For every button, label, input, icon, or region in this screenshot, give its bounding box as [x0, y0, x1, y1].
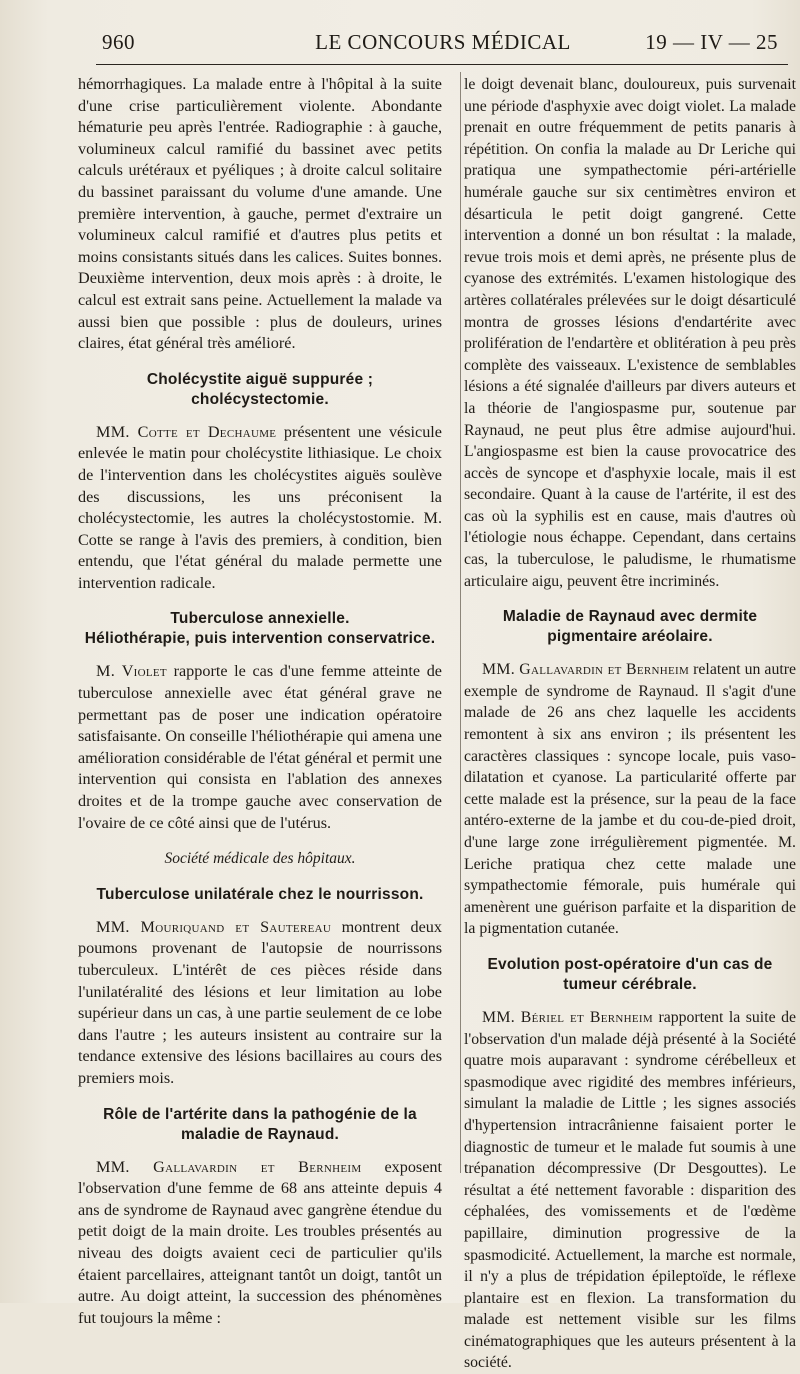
section-heading: Evolution post-opératoire d'un cas de tumeur cérébrale.	[487, 955, 773, 993]
column-divider	[460, 72, 461, 1173]
paragraph	[78, 917, 442, 1090]
authors: MM. Mouriquand et Sautereau	[96, 917, 332, 936]
paragraph-text: présentent une vésicule enlevée le matin pour cholécystite lithiasique. Le choix de l'intervention dans les cholécystites aiguës soulève des discussions, les uns préconisent la cholécystectomie, les autres la cholécystostomie. M. Cotte se range à l'avis des premiers, à condition, bien entendu, que l'état général du malade permette une intervention radicale.	[78, 422, 442, 592]
section-heading: Maladie de Raynaud avec dermite pigmentaire aréolaire.	[502, 608, 758, 646]
page-number: 960	[102, 30, 135, 54]
heading-line: Tuberculose annexielle.	[170, 610, 350, 628]
authors: MM. Bériel et Bernheim	[482, 1008, 653, 1026]
header-rule	[96, 64, 788, 65]
paragraph-text: montrent deux poumons provenant de l'autopsie de nourrissons tuberculeux. L'intérêt de ces pièces réside dans l'unilatéralité des lésions et leur limitation au lobe supérieur dans un cas, à une partie seulement de ce lobe dans l'autre ; les auteurs insistent au contraire sur la tendance extensive des lésions bacillaires au cours des premiers mois.	[78, 917, 442, 1087]
section-heading: Cholécystite aiguë suppurée ; cholécystectomie.	[146, 370, 374, 408]
paragraph: hémorrhagiques. La malade entre à l'hôpital à la suite d'une crise particulièrement violente. Abondante hématurie peu après l'entrée. Radiographie : à gauche, volumineux calcul ramifié du bassinet avec petits calculs urétéraux et pyéliques ; à droite calcul solitaire du bassinet paraissant du volume d'une amande. Une première intervention, à gauche, permet d'extraire un volumineux calcul ramifié et d'autres plus petits et moins consistants situés dans les calices. Suites bonnes. Deuxième intervention, deux mois après : à droite, le calcul est extrait sans peine. Actuellement la malade va aussi bien que possible : plus de douleurs, urines claires, état général très amélioré.	[78, 75, 442, 353]
authors: MM. Gallavardin et Bernheim	[482, 661, 690, 679]
left-column	[78, 74, 442, 1329]
paragraph	[78, 422, 442, 595]
right-column	[464, 74, 796, 1374]
paragraph	[464, 659, 796, 940]
heading-line: Héliothérapie, puis intervention conservatrice.	[84, 630, 436, 648]
paragraph-text: rapporte le cas d'une femme atteinte de tuberculose annexielle avec état général grave ne permettant pas de poser une indication opératoire satisfaisante. On conseille l'héliothérapie qui amena une amélioration considérable de l'état général et permit une intervention qui consista en l'ablation des annexes droites et de la trompe gauche avec conservation de l'ovaire de ce côté ainsi que de l'utérus.	[78, 662, 442, 832]
section-heading: Rôle de l'artérite dans la pathogénie de la maladie de Raynaud.	[103, 1105, 417, 1143]
page-header	[98, 30, 788, 58]
section-heading	[78, 609, 442, 649]
paragraph-text: rapportent la suite de l'observation d'un malade déjà présenté à la Société quatre mois auparavant : syndrome cérébelleux et spasmodique avec rigidité des membres inférieurs, simulant la maladie de Little ; les signes associés d'hypertension intracrânienne faisaient porter le diagnostic de tumeur et le malade fut soumis à une trépanation décompressive (Dr Desgouttes). Le résultat a été nettement favorable : disparition des céphalées, des vomissements et de l'œdème papillaire, diminution progressive de la spasmodicité. Actuellement, la marche est normale, il n'y a plus de trépidation épileptoïde, le réflexe plantaire est en flexion. La transformation du malade est nettement visible sur les films cinématographiques que les auteurs présentent à la société.	[464, 1008, 797, 1372]
authors: MM. Cotte et Dechaume	[96, 422, 277, 441]
section-heading: Tuberculose unilatérale chez le nourrisson.	[96, 885, 424, 903]
paragraph: le doigt devenait blanc, douloureux, puis survenait une période d'asphyxie avec doigt violet. La malade prenait en outre fréquemment de petits panaris à répétition. On confia la malade au Dr Leriche qui pratiqua une sympathectomie péri-artérielle humérale gauche sur six centimètres environ et désarticula le petit doigt gangrené. Cette intervention a donné un bon résultat : la malade, revue trois mois et demi après, ne présente plus de cyanose des extrémités. L'examen histologique des artères collatérales prélevées sur le doigt désarticulé montra de grosses lésions d'endartérite avec prolifération de l'endartère et oblitération à peu près complète des vaisseaux. L'existence de semblables lésions a été signalée d'ailleurs par divers auteurs et la théorie de l'angiospasme pur, soutenue par Raynaud, ne peut plus être admise aujourd'hui. L'angiospasme est bien la cause provocatrice des accès de syncope et d'asphyxie locale, mais il est secondaire. Quant à la cause de l'artérite, il est des cas où la syphilis est en cause, mais d'autres où l'étiologie nous échappe. Cependant, dans certains cas, la tuberculose, le paludisme, le rhumatisme articulaire aigu, peuvent être incriminés.	[464, 76, 796, 590]
journal-title: LE CONCOURS MÉDICAL	[315, 30, 571, 54]
paragraph	[464, 1007, 796, 1374]
paragraph	[78, 1157, 442, 1330]
issue-date: 19 — IV — 25	[645, 30, 778, 54]
paragraph	[78, 661, 442, 834]
society-heading: Société médicale des hôpitaux.	[164, 850, 356, 868]
authors: MM. Gallavardin et Bernheim	[96, 1157, 362, 1176]
paragraph-text: exposent l'observation d'une femme de 68 ans atteinte depuis 4 ans de syndrome de Raynaud avec gangrène étendue du petit doigt de la main droite. Les troubles présentés au niveau des doigts avaient ceci de particulier qu'ils étaient parcellaires, atteignant tantôt un doigt, tantôt un autre. Au doigt atteint, la succession des phénomènes fut toujours la même :	[78, 1157, 443, 1327]
paragraph-text: relatent un autre exemple de syndrome de Raynaud. Il s'agit d'une malade de 26 ans chez laquelle les accidents remontent à six ans environ ; ils présentent les caractères classiques : syncope locale, puis vaso-dilatation et cyanose. La particularité offerte par cette malade est la présence, sur la peau de la face antéro-externe de la jambe et du cou-de-pied droit, d'une large zone irrégulièrement pigmentée. M. Leriche pratiqua chez cette malade une sympathectomie fémorale, puis humérale qui amenèrent une guérison parfaite et la disparition de la pigmentation cutanée.	[464, 661, 797, 938]
authors: M. Violet	[96, 662, 167, 681]
